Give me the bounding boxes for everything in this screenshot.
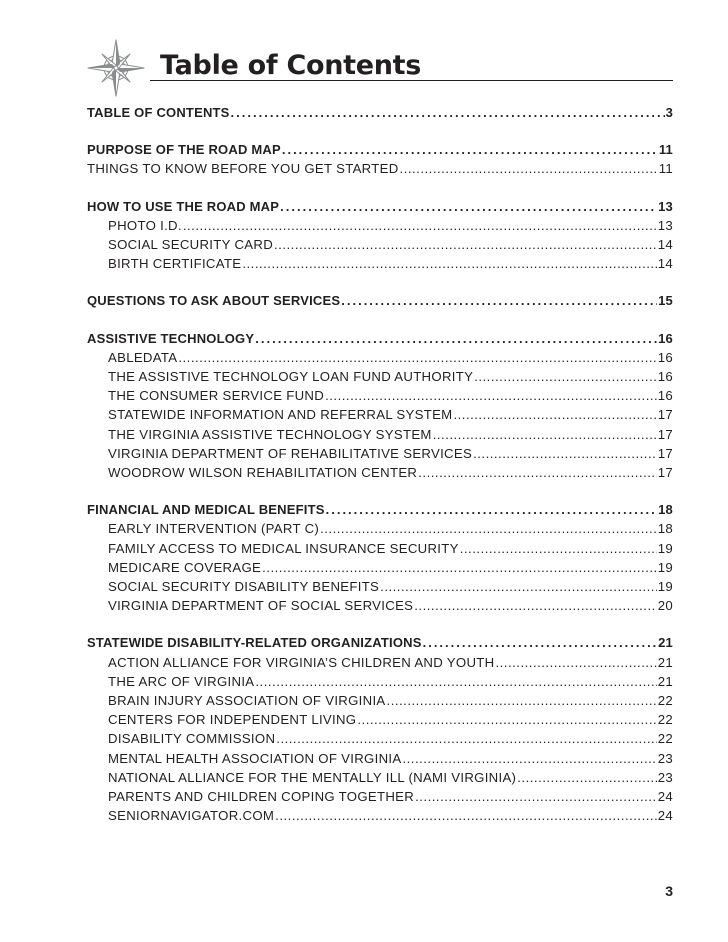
toc-entry-page: 15 bbox=[658, 293, 673, 309]
dot-leader bbox=[433, 425, 657, 444]
toc-entry[interactable] bbox=[87, 729, 673, 748]
toc-heading-entry[interactable] bbox=[87, 291, 673, 310]
toc-entry[interactable] bbox=[87, 254, 673, 273]
dot-leader bbox=[242, 254, 656, 273]
dot-leader bbox=[282, 140, 658, 159]
dot-leader bbox=[276, 729, 656, 748]
toc-entry-page: 3 bbox=[665, 105, 673, 120]
toc-entry[interactable] bbox=[87, 159, 673, 178]
dot-leader bbox=[402, 749, 656, 768]
title-rule bbox=[150, 80, 673, 81]
toc-entry-label: NATIONAL ALLIANCE FOR THE MENTALLY ILL (NAMI VIRGINIA) bbox=[108, 769, 517, 785]
toc-section bbox=[87, 329, 673, 483]
toc-entry[interactable] bbox=[87, 519, 673, 538]
toc-entry-label: PARENTS AND CHILDREN COPING TOGETHER bbox=[108, 789, 415, 805]
toc-entry-label: PHOTO I.D. bbox=[108, 217, 182, 233]
dot-leader bbox=[415, 787, 657, 806]
toc-entry[interactable] bbox=[87, 444, 673, 463]
dot-leader bbox=[453, 405, 656, 424]
toc-heading-entry[interactable] bbox=[87, 140, 673, 159]
toc-entry-label: BIRTH CERTIFICATE bbox=[108, 256, 242, 272]
toc-entry[interactable] bbox=[87, 539, 673, 558]
toc-entry-label: QUESTIONS TO ASK ABOUT SERVICES bbox=[87, 293, 341, 309]
toc-entry-page: 18 bbox=[657, 521, 673, 537]
table-of-contents bbox=[87, 103, 673, 844]
dot-leader bbox=[474, 367, 657, 386]
dot-leader bbox=[255, 329, 657, 348]
toc-entry[interactable] bbox=[87, 386, 673, 405]
dot-leader bbox=[183, 216, 657, 235]
toc-entry-label: ASSISTIVE TECHNOLOGY bbox=[87, 330, 255, 346]
dot-leader bbox=[274, 235, 657, 254]
toc-entry-label: SENIORNAVIGATOR.COM bbox=[108, 808, 275, 824]
toc-section bbox=[87, 500, 673, 615]
toc-entry-label: ABLEDATA bbox=[108, 349, 178, 365]
toc-entry[interactable] bbox=[87, 596, 673, 615]
toc-entry[interactable] bbox=[87, 216, 673, 235]
toc-entry-label: SOCIAL SECURITY CARD bbox=[108, 237, 274, 253]
toc-entry[interactable] bbox=[87, 691, 673, 710]
dot-leader bbox=[280, 197, 657, 216]
toc-section bbox=[87, 291, 673, 310]
toc-entry-label: HOW TO USE THE ROAD MAP bbox=[87, 198, 280, 214]
toc-entry[interactable] bbox=[87, 653, 673, 672]
toc-entry-page: 14 bbox=[657, 237, 673, 253]
dot-leader bbox=[517, 768, 656, 787]
toc-section bbox=[87, 140, 673, 178]
toc-entry[interactable] bbox=[87, 710, 673, 729]
toc-entry-label: THINGS TO KNOW BEFORE YOU GET STARTED bbox=[87, 161, 399, 177]
page-number: 3 bbox=[665, 883, 673, 899]
toc-entry-page: 16 bbox=[658, 330, 673, 346]
toc-entry-label: STATEWIDE INFORMATION AND REFERRAL SYSTEM bbox=[108, 407, 453, 423]
dot-leader bbox=[275, 806, 657, 825]
toc-entry-page: 18 bbox=[658, 502, 673, 518]
toc-section bbox=[87, 103, 673, 122]
toc-entry-label: EARLY INTERVENTION (PART C) bbox=[108, 521, 320, 537]
toc-entry[interactable] bbox=[87, 405, 673, 424]
toc-entry[interactable] bbox=[87, 425, 673, 444]
toc-entry-page: 16 bbox=[657, 349, 673, 365]
toc-entry-page: 21 bbox=[658, 635, 673, 651]
toc-entry-page: 21 bbox=[657, 673, 673, 689]
toc-entry-page: 13 bbox=[657, 217, 673, 233]
dot-leader bbox=[423, 633, 658, 652]
dot-leader bbox=[325, 386, 657, 405]
dot-leader bbox=[387, 691, 657, 710]
toc-entry-page: 24 bbox=[657, 808, 673, 824]
toc-heading-entry[interactable] bbox=[87, 329, 673, 348]
page-title: Table of Contents bbox=[160, 50, 422, 81]
toc-entry-page: 16 bbox=[657, 388, 673, 404]
toc-entry-label: THE VIRGINIA ASSISTIVE TECHNOLOGY SYSTEM bbox=[108, 426, 432, 442]
dot-leader bbox=[414, 596, 656, 615]
dot-leader bbox=[460, 539, 657, 558]
toc-entry-page: 23 bbox=[657, 769, 673, 785]
toc-entry[interactable] bbox=[87, 749, 673, 768]
toc-entry[interactable] bbox=[87, 367, 673, 386]
toc-entry-page: 19 bbox=[657, 579, 673, 595]
toc-entry-page: 22 bbox=[657, 693, 673, 709]
toc-entry-page: 14 bbox=[657, 256, 673, 272]
toc-entry[interactable] bbox=[87, 806, 673, 825]
dot-leader bbox=[326, 500, 658, 519]
dot-leader bbox=[320, 519, 657, 538]
toc-entry-page: 11 bbox=[658, 142, 673, 158]
toc-entry-page: 23 bbox=[657, 750, 673, 766]
toc-entry-page: 22 bbox=[657, 731, 673, 747]
toc-entry-page: 24 bbox=[657, 789, 673, 805]
toc-entry-page: 13 bbox=[658, 198, 673, 214]
toc-entry-label: PURPOSE OF THE ROAD MAP bbox=[87, 142, 281, 158]
toc-heading-entry[interactable] bbox=[87, 500, 673, 519]
toc-entry-label: TABLE OF CONTENTS bbox=[87, 105, 230, 120]
toc-section bbox=[87, 197, 673, 274]
toc-entry[interactable] bbox=[87, 672, 673, 691]
toc-entry-page: 17 bbox=[657, 407, 673, 423]
toc-entry-label: VIRGINIA DEPARTMENT OF SOCIAL SERVICES bbox=[108, 598, 414, 614]
toc-entry-label: MEDICARE COVERAGE bbox=[108, 559, 262, 575]
dot-leader bbox=[400, 159, 658, 178]
toc-entry-page: 19 bbox=[657, 540, 673, 556]
toc-entry-label: DISABILITY COMMISSION bbox=[108, 731, 276, 747]
toc-heading-entry[interactable] bbox=[87, 103, 673, 122]
toc-entry-label: WOODROW WILSON REHABILITATION CENTER bbox=[108, 465, 418, 481]
compass-rose-icon bbox=[86, 38, 146, 98]
dot-leader bbox=[418, 463, 656, 482]
toc-entry-label: BRAIN INJURY ASSOCIATION OF VIRGINIA bbox=[108, 693, 386, 709]
toc-entry[interactable] bbox=[87, 235, 673, 254]
toc-entry-label: ACTION ALLIANCE FOR VIRGINIA’S CHILDREN AND YOUTH bbox=[108, 654, 495, 670]
toc-entry-page: 20 bbox=[657, 598, 673, 614]
toc-entry[interactable] bbox=[87, 463, 673, 482]
toc-heading-entry[interactable] bbox=[87, 197, 673, 216]
toc-entry-label: MENTAL HEALTH ASSOCIATION OF VIRGINIA bbox=[108, 750, 402, 766]
dot-leader bbox=[495, 653, 656, 672]
dot-leader bbox=[357, 710, 656, 729]
dot-leader bbox=[262, 558, 657, 577]
toc-entry-page: 17 bbox=[657, 426, 673, 442]
dot-leader bbox=[380, 577, 657, 596]
toc-entry-label: STATEWIDE DISABILITY-RELATED ORGANIZATIONS bbox=[87, 635, 422, 651]
dot-leader bbox=[473, 444, 657, 463]
toc-entry-page: 17 bbox=[657, 445, 673, 461]
toc-entry-label: FAMILY ACCESS TO MEDICAL INSURANCE SECURITY bbox=[108, 540, 459, 556]
toc-entry-page: 16 bbox=[657, 369, 673, 385]
dot-leader bbox=[178, 348, 656, 367]
toc-heading-entry[interactable] bbox=[87, 633, 673, 652]
toc-section bbox=[87, 633, 673, 825]
toc-entry[interactable] bbox=[87, 768, 673, 787]
toc-entry-page: 19 bbox=[657, 559, 673, 575]
toc-entry[interactable] bbox=[87, 348, 673, 367]
toc-entry-page: 22 bbox=[657, 712, 673, 728]
dot-leader bbox=[231, 103, 665, 122]
toc-entry[interactable] bbox=[87, 787, 673, 806]
toc-entry-page: 17 bbox=[657, 465, 673, 481]
toc-entry-label: FINANCIAL AND MEDICAL BENEFITS bbox=[87, 502, 325, 518]
toc-entry-label: THE ARC OF VIRGINIA bbox=[108, 673, 255, 689]
toc-entry-label: SOCIAL SECURITY DISABILITY BENEFITS bbox=[108, 579, 380, 595]
toc-entry-page: 11 bbox=[658, 161, 673, 177]
toc-entry-label: CENTERS FOR INDEPENDENT LIVING bbox=[108, 712, 357, 728]
dot-leader bbox=[341, 291, 657, 310]
toc-entry-page: 21 bbox=[657, 654, 673, 670]
toc-entry-label: THE ASSISTIVE TECHNOLOGY LOAN FUND AUTHORITY bbox=[108, 369, 474, 385]
toc-entry-label: THE CONSUMER SERVICE FUND bbox=[108, 388, 325, 404]
toc-entry[interactable] bbox=[87, 558, 673, 577]
dot-leader bbox=[255, 672, 656, 691]
toc-entry[interactable] bbox=[87, 577, 673, 596]
toc-entry-label: VIRGINIA DEPARTMENT OF REHABILITATIVE SERVICES bbox=[108, 445, 473, 461]
